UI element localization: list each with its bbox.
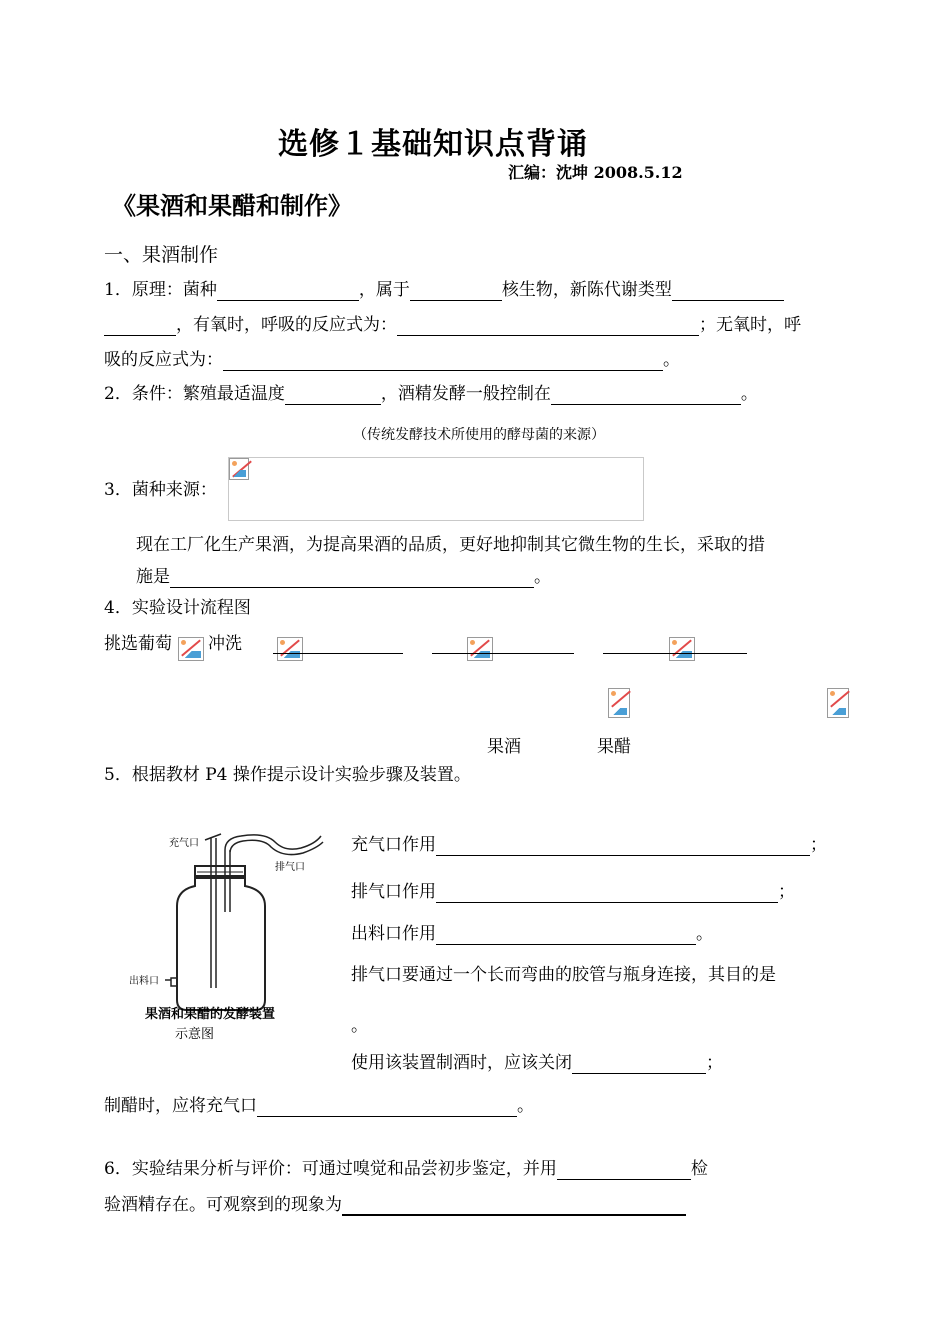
- q2-line: 2．条件：繁殖最适温度 ，酒精发酵一般控制在 。: [104, 384, 758, 404]
- q5-line1: 充气口作用 ；: [351, 835, 827, 855]
- blank[interactable]: [397, 317, 699, 336]
- q1-line1: 1．原理：菌种 ，属于 核生物，新陈代谢类型: [104, 279, 784, 301]
- blank[interactable]: [410, 282, 502, 301]
- inlet-label: 充气口: [169, 838, 199, 849]
- blank[interactable]: [551, 386, 741, 405]
- figure-caption-2: 示意图: [175, 1027, 215, 1042]
- q6-line2: 验酒精存在。可观察到的现象为: [104, 1194, 686, 1216]
- blank[interactable]: [557, 1161, 691, 1180]
- blank[interactable]: [170, 569, 534, 588]
- blank[interactable]: [436, 837, 810, 856]
- down-arrow-image-icon: [608, 688, 630, 718]
- broken-image-icon: [229, 458, 249, 480]
- flow-step-grapes: 挑选葡萄: [104, 634, 172, 654]
- blank[interactable]: [342, 1196, 686, 1216]
- subtitle: 《果酒和果醋和制作》: [112, 191, 352, 220]
- blank[interactable]: [432, 635, 574, 654]
- q3-line2: 施是 。: [136, 567, 551, 587]
- author-line: 汇编：沈坤 2008.5.12: [508, 163, 683, 182]
- section-heading: 一、果酒制作: [104, 244, 219, 266]
- flow-output-vinegar: 果醋: [597, 737, 631, 757]
- blank[interactable]: [223, 352, 663, 371]
- arrow-image-icon: [178, 637, 204, 661]
- q1-line3: 吸的反应式为： 。: [104, 350, 680, 370]
- fermentation-apparatus-diagram: [125, 828, 330, 1046]
- flow-row: [104, 633, 172, 655]
- q5-line3: 出料口作用 。: [351, 924, 713, 944]
- q3-label: 3．菌种来源：: [104, 480, 217, 500]
- q5-line4: 排气口要通过一个长而弯曲的胶管与瓶身连接，其目的是: [351, 965, 776, 985]
- q6-line1: 6．实验结果分析与评价：可通过嗅觉和品尝初步鉴定，并用 检: [104, 1159, 708, 1179]
- q5-heading: 5．根据教材 P4 操作提示设计实验步骤及装置。: [104, 765, 471, 785]
- exhaust-label: 排气口: [275, 862, 305, 873]
- outlet-label: 出料口: [129, 976, 159, 987]
- blank[interactable]: [603, 635, 747, 654]
- page-title: 选修１基础知识点背诵: [278, 127, 588, 162]
- blank[interactable]: [672, 282, 784, 301]
- q4-heading: 4．实验设计流程图: [104, 598, 251, 618]
- q5-line2: 排气口作用 ；: [351, 882, 795, 902]
- flow-step-wash: 冲洗: [208, 634, 242, 654]
- blank[interactable]: [273, 635, 403, 654]
- blank[interactable]: [436, 926, 696, 945]
- q1-line2: ，有氧时，呼吸的反应式为： ；无氧时，呼: [104, 314, 801, 336]
- blank[interactable]: [217, 282, 359, 301]
- source-image-frame: [228, 457, 644, 521]
- blank[interactable]: [572, 1055, 706, 1074]
- figure-caption: 果酒和果醋的发酵装置: [145, 1007, 276, 1022]
- q3-paragraph: 现在工厂化生产果酒，为提高果酒的品质，更好地抑制其它微生物的生长，采取的措: [136, 535, 765, 555]
- flow-output-wine: 果酒: [487, 737, 521, 757]
- q5-line5: 。: [351, 1016, 368, 1036]
- blank[interactable]: [436, 884, 778, 903]
- blank[interactable]: [257, 1098, 517, 1117]
- blank[interactable]: [285, 386, 381, 405]
- down-arrow-image-icon: [827, 688, 849, 718]
- q5-line6: 使用该装置制酒时，应该关闭 ；: [351, 1053, 723, 1073]
- blank[interactable]: [104, 317, 176, 336]
- q5-line7: 制醋时，应将充气口 。: [104, 1096, 534, 1116]
- q3-note: （传统发酵技术所使用的酵母菌的来源）: [353, 427, 605, 443]
